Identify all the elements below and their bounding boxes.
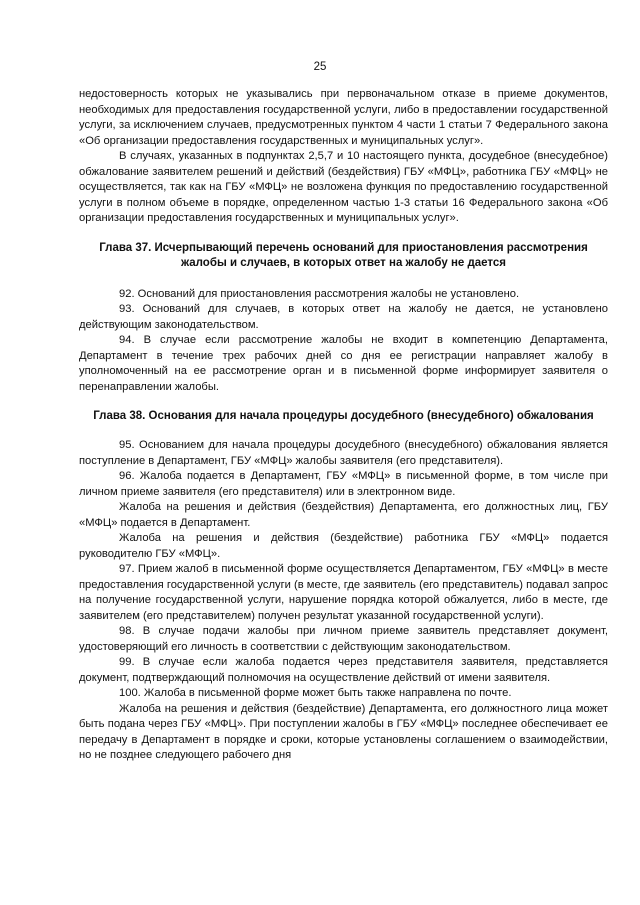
paragraph-94: 94. В случае если рассмотрение жалобы не входит в компетенцию Департамента, Департамент в течение трех рабочих дней со дня ее регистрации направляет жалобу в уполномоченный на ее рассмотрение орган и в письменной форме информирует заявителя о перенаправлении жалобы. — [79, 334, 608, 393]
chapter-38-heading: Глава 38. Основания для начала процедуры досудебного (внесудебного) обжалования — [93, 410, 594, 422]
paragraph-95: 95. Основанием для начала процедуры досудебного (внесудебного) обжалования является поступление в Департамент, ГБУ «МФЦ» жалобы заявителя (его представителя). — [79, 439, 608, 467]
paragraph: Жалоба на решения и действия (бездействия) Департамента, его должностных лиц, ГБУ «МФЦ» подается в Департамент. — [79, 501, 608, 529]
paragraph: В случаях, указанных в подпунктах 2,5,7 и 10 настоящего пункта, досудебное (внесудебное) обжалование заявителем решений и действий (бездействия) ГБУ «МФЦ», работника ГБУ «МФЦ» не осуществляется, так как на ГБУ «МФЦ» не возложена функция по предоставлению государственной услуги в полном объеме в порядке, определенном частью 1-3 статьи 16 Федерального закона «Об организации предоставления государственных и муниципальных услуг». — [79, 150, 608, 224]
paragraph-98: 98. В случае подачи жалобы при личном приеме заявитель представляет документ, удостоверяющий его личность в соответствии с действующим законодательством. — [79, 625, 608, 653]
paragraph-96: 96. Жалоба подается в Департамент, ГБУ «МФЦ» в письменной форме, в том числе при личном приеме заявителя (его представителя) или в электронном виде. — [79, 470, 608, 498]
paragraph-92: 92. Оснований для приостановления рассмотрения жалобы не установлено. — [119, 287, 520, 300]
page-content — [79, 87, 608, 764]
paragraph-99: 99. В случае если жалоба подается через представителя заявителя, представляется документ, подтверждающий полномочия на осуществление действий от имени заявителя. — [79, 656, 608, 684]
paragraph: Жалоба на решения и действия (бездействие) работника ГБУ «МФЦ» подается руководителю ГБУ «МФЦ». — [79, 532, 608, 560]
page-number: 25 — [313, 61, 327, 73]
paragraph-100: 100. Жалоба в письменной форме может быть также направлена по почте. — [119, 687, 512, 699]
chapter-37-heading: Глава 37. Исчерпывающий перечень оснований для приостановления рассмотрения жалобы и случаев, в которых ответ на жалобу не дается — [99, 241, 588, 269]
paragraph: Жалоба на решения и действия (бездействие) Департамента, его должностного лица может быть подана через ГБУ «МФЦ». При поступлении жалобы в ГБУ «МФЦ» последнее обеспечивает ее передачу в Департамент в порядке и сроки, которые установлены соглашением о взаимодействии, но не позднее следующего рабочего дня — [79, 702, 608, 761]
paragraph-97: 97. Прием жалоб в письменной форме осуществляется Департаментом, ГБУ «МФЦ» в месте предоставления государственной услуги (в месте, где заявитель (его представитель) подавал запрос на получение государственной услуги, нарушение порядка которой обжалуется, либо в месте, где заявителем (его представителем) получен результат указанной государственной услуги). — [79, 563, 608, 622]
paragraph-continuation: недостоверность которых не указывались при первоначальном отказе в приеме документов, необходимых для предоставления государственной услуги, либо в предоставлении государственной услуги, за исключением случаев, предусмотренных пунктом 4 части 1 статьи 7 Федерального закона «Об организации предоставления государственных и муниципальных услуг». — [79, 88, 608, 147]
paragraph-93: 93. Оснований для случаев, в которых ответ на жалобу не дается, не установлено действующим законодательством. — [79, 303, 608, 331]
